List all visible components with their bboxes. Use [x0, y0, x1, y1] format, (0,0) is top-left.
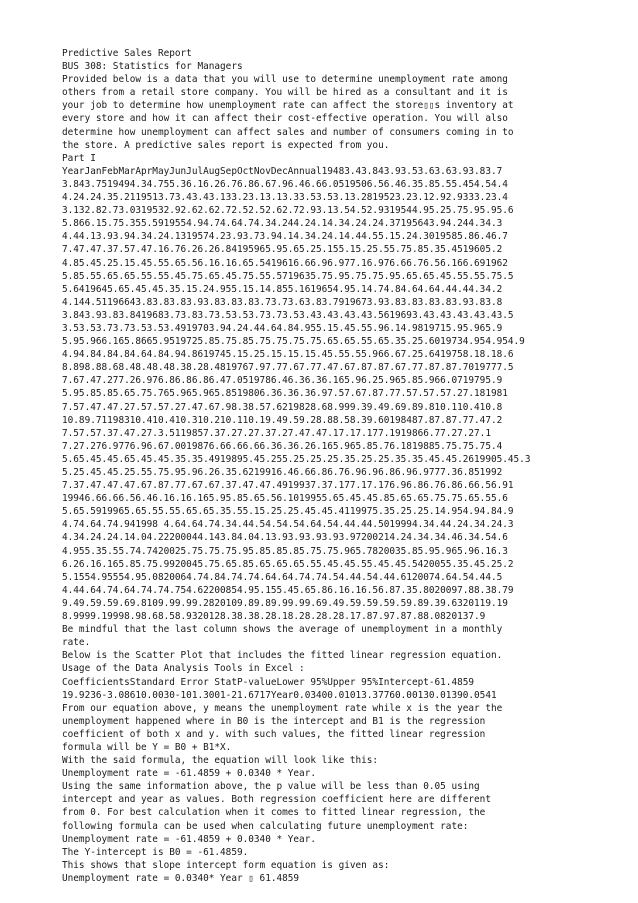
- document-line: 8.898.88.68.48.48.48.38.28.4819767.97.77.67.77.47.67.87.87.67.77.87.87.7019777.5: [62, 362, 514, 374]
- document-line: determine how unemployment can affect sales and number of consumers coming in to: [62, 126, 514, 138]
- document-line: The Y-intercept is B0 = -61.4859.: [62, 846, 249, 858]
- document-line: BUS 308: Statistics for Managers: [62, 61, 243, 73]
- document-line: 7.27.276.9776.96.67.0019876.66.66.66.36.36.26.165.965.85.76.1819885.75.75.75.4: [62, 440, 503, 452]
- document-line: Part I: [62, 152, 96, 164]
- document-line: following formula can be used when calculating future unemployment rate:: [62, 820, 469, 832]
- document-line: 5.65.5919965.65.55.55.65.65.35.55.15.25.25.45.45.4119975.35.25.25.14.954.94.84.9: [62, 506, 514, 518]
- document-line: 7.57.57.37.47.27.3.5119857.37.27.27.37.27.47.47.17.17.177.1919866.77.27.27.1: [62, 427, 491, 439]
- document-line: 5.95.966.165.8665.9519725.85.75.85.75.75.75.75.65.65.55.65.35.25.6019734.954.954.9: [62, 336, 525, 348]
- document-line: Unemployment rate = 0.0340* Year ▯ 61.4859: [62, 872, 300, 884]
- document-line: the store. A predictive sales report is expected from you.: [62, 139, 390, 151]
- document-line: Below is the Scatter Plot that includes the fitted linear regression equation.: [62, 650, 503, 662]
- document-line: 5.866.15.75.355.5919554.94.74.64.74.34.244.24.14.34.24.24.37195643.94.244.34.3: [62, 218, 503, 230]
- document-line: 7.67.47.277.26.976.86.86.86.47.0519786.46.36.36.165.96.25.965.85.966.0719795.9: [62, 375, 503, 387]
- document-line: 7.57.47.47.27.57.57.27.47.67.98.38.57.6219828.68.999.39.49.69.89.810.110.410.8: [62, 401, 503, 413]
- document-line: CoefficientsStandard Error StatP-valueLower 95%Upper 95%Intercept-61.4859: [62, 676, 475, 688]
- document-line: 9.49.59.59.69.8109.99.99.2820109.89.89.99.99.69.49.59.59.59.59.89.39.6320119.19: [62, 597, 508, 609]
- document-line: Predictive Sales Report: [62, 48, 192, 59]
- document-line: Unemployment rate = -61.4859 + 0.0340 * Year.: [62, 768, 316, 780]
- document-line: 3.843.93.83.8419683.73.83.73.53.53.73.73.53.43.43.43.43.5619693.43.43.43.43.43.5: [62, 309, 514, 321]
- document-line: 4.34.24.24.14.04.22200044.143.84.04.13.93.93.93.93.97200214.24.34.34.46.34.54.6: [62, 532, 508, 544]
- document-line: 8.9999.19998.98.68.58.9320128.38.38.28.18.28.28.28.17.87.97.87.88.0820137.9: [62, 611, 486, 623]
- document-line: This shows that slope intercept form equation is given as:: [62, 859, 390, 871]
- document-line: 6.26.16.165.85.75.9920045.75.65.85.65.65.65.55.45.45.55.45.45.5420055.35.45.25.2: [62, 558, 514, 570]
- document-line: 4.24.24.35.2119513.73.43.43.133.23.13.13.33.53.53.13.2819523.23.12.92.9333.23.4: [62, 192, 508, 204]
- document-line: formula will be Y = B0 + B1*X.: [62, 741, 232, 753]
- document-line: 10.89.71198310.410.410.310.210.110.19.49.59.28.88.58.39.60198487.87.87.77.47.2: [62, 414, 503, 426]
- document-line: 4.85.45.25.15.45.55.65.56.16.16.65.5419616.66.96.977.16.976.66.76.56.166.691962: [62, 257, 508, 269]
- document-line: rate.: [62, 637, 91, 649]
- document-line: intercept and year as values. Both regression coefficient here are different: [62, 794, 491, 806]
- document-line: 3.53.53.73.73.53.53.4919703.94.24.44.64.84.955.15.45.55.96.14.9819715.95.965.9: [62, 322, 503, 334]
- document-line: 5.95.85.85.65.75.765.965.965.8519806.36.36.36.97.57.67.87.77.57.57.57.27.181981: [62, 388, 508, 400]
- document-line: 4.94.84.84.84.64.84.94.8619745.15.25.15.15.15.45.55.55.966.67.25.6419758.18.18.6: [62, 349, 514, 361]
- document-line: 3.843.7519494.34.755.36.16.26.76.86.67.96.46.66.0519506.56.46.35.85.55.454.54.4: [62, 178, 508, 190]
- document-line: from 0. For best calculation when it comes to fitted linear regression, the: [62, 807, 486, 819]
- document-line: From our equation above, y means the unemployment rate while x is the year the: [62, 702, 503, 714]
- document-line: 3.132.82.73.0319532.92.62.62.72.52.52.62.72.93.13.54.52.9319544.95.25.75.95.95.6: [62, 205, 514, 217]
- document-line: With the said formula, the equation will look like this:: [62, 755, 379, 767]
- document-line: unemployment happened where in B0 is the intercept and B1 is the regression: [62, 715, 486, 727]
- document-line: Be mindful that the last column shows the average of unemployment in a monthly: [62, 624, 503, 636]
- document-line: coefficient of both x and y. with such values, the fitted linear regression: [62, 728, 486, 740]
- document-line: 7.37.47.47.47.67.87.77.67.67.37.47.47.4919937.37.177.17.176.96.86.76.86.66.56.91: [62, 480, 514, 492]
- document-line: Provided below is a data that you will use to determine unemployment rate among: [62, 74, 508, 86]
- document-line: 7.47.47.37.57.47.16.76.26.26.84195965.95.65.25.155.15.25.55.75.85.35.4519605.2: [62, 244, 503, 256]
- document-line: 4.44.13.93.94.34.24.1319574.23.93.73.94.14.34.24.14.44.55.15.24.3019585.86.46.7: [62, 231, 508, 243]
- document-line: 5.85.55.65.65.55.55.45.75.65.45.75.55.5719635.75.95.75.75.95.65.65.45.55.55.75.5: [62, 270, 514, 282]
- document-line: 4.144.51196643.83.83.83.93.83.83.83.73.73.63.83.7919673.93.83.83.83.83.93.83.8: [62, 296, 503, 308]
- document-line: every store and how it can affect their cost-effective operation. You will also: [62, 113, 508, 125]
- document-line: others from a retail store company. You will be hired as a consultant and it is: [62, 87, 508, 99]
- document-text: [62, 47, 622, 885]
- document-line: 5.65.45.45.65.45.45.35.35.4919895.45.255.25.25.25.35.25.25.35.35.45.45.2619905.45.3: [62, 453, 531, 465]
- document-line: 4.44.64.74.64.74.74.754.62200854.95.155.45.65.86.16.16.56.87.35.8020097.88.38.79: [62, 584, 514, 596]
- document-line: 5.6419645.65.45.45.35.15.24.955.15.14.855.1619654.95.14.74.84.64.64.44.44.34.2: [62, 283, 503, 295]
- document-line: Using the same information above, the p value will be less than 0.05 using: [62, 781, 480, 793]
- document-line: Unemployment rate = -61.4859 + 0.0340 * Year.: [62, 833, 316, 845]
- document-line: 19.9236-3.08610.0030-101.3001-21.6717Year0.03400.01013.37760.00130.01390.0541: [62, 689, 497, 701]
- document-line: 19946.66.66.56.46.16.16.165.95.85.65.56.1019955.65.45.45.85.65.65.75.75.65.55.6: [62, 493, 508, 505]
- document-line: 5.25.45.45.25.55.75.95.96.26.35.6219916.46.66.86.76.96.96.86.96.9777.36.851992: [62, 467, 503, 478]
- document-line: 5.1554.95554.95.0820064.74.84.74.74.64.64.74.74.54.44.54.44.6120074.64.54.44.5: [62, 571, 503, 583]
- document-line: YearJanFebMarAprMayJunJulAugSepOctNovDecAnnual19483.43.843.93.53.63.63.93.83.7: [62, 165, 503, 177]
- document-line: 4.74.64.74.941998 4.64.64.74.34.44.54.54.54.64.54.44.44.5019994.34.44.24.34.24.3: [62, 519, 514, 531]
- document-line: your job to determine how unemployment rate can affect the store▯▯s inventory at: [62, 100, 514, 112]
- document-line: 4.955.35.55.74.7420025.75.75.75.95.85.85.85.75.75.965.7820035.85.95.965.96.16.3: [62, 545, 508, 557]
- document-line: Usage of the Data Analysis Tools in Excel :: [62, 663, 305, 675]
